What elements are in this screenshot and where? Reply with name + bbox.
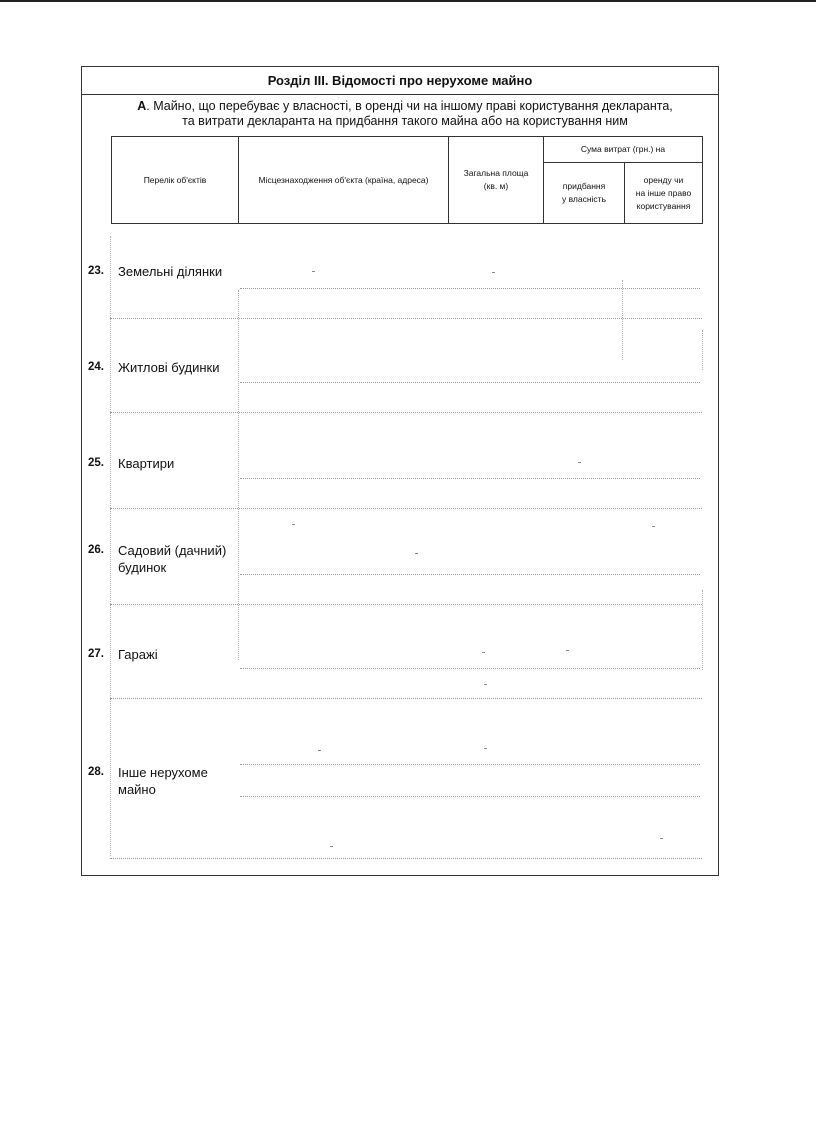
row-separator: [240, 668, 700, 669]
row-separator: [240, 478, 700, 479]
row-separator: [240, 796, 700, 797]
column-separator: [702, 590, 703, 670]
row-separator: [110, 698, 702, 699]
row-label-other-property: [118, 764, 208, 798]
scan-speck: [484, 748, 487, 749]
row-label-line-2: будинок: [118, 560, 167, 575]
row-label-land: Земельні ділянки: [118, 264, 223, 279]
subtitle-letter: А: [137, 99, 147, 113]
table-header: [111, 136, 703, 224]
row-separator: [110, 412, 702, 413]
header-location: Місцезнаходження об'єкта (країна, адреса): [239, 137, 449, 223]
row-separator: [240, 382, 700, 383]
header-expenses: Сума витрат (грн.) на: [544, 137, 702, 163]
subtitle-line-2: та витрати декларанта на придбання такого майна або на користування ним: [182, 114, 628, 128]
row-number: 27.: [88, 648, 104, 660]
scan-speck: [484, 684, 487, 685]
row-number: 24.: [88, 361, 104, 373]
scan-speck: [318, 750, 321, 751]
header-rent-line-3: користування: [636, 200, 691, 211]
scan-speck: [482, 652, 485, 653]
header-purchase-line-1: придбання: [562, 181, 606, 191]
row-separator: [110, 508, 702, 509]
header-area-line-2: (кв. м): [483, 181, 509, 191]
section-frame: [81, 66, 719, 876]
header-objects: Перелік об'єктів: [112, 137, 239, 223]
column-separator: [238, 290, 239, 660]
scan-speck: [652, 526, 655, 527]
row-label-garden-house: [118, 542, 226, 576]
row-label-houses: Житлові будинки: [118, 360, 220, 375]
row-separator: [110, 858, 702, 859]
row-label-line-1: Інше нерухоме: [118, 765, 208, 780]
row-number: 26.: [88, 544, 104, 556]
scan-speck: [578, 462, 581, 463]
header-area-line-1: Загальна площа: [463, 168, 529, 178]
scan-speck: [292, 524, 295, 525]
header-rent-line-1: оренду чи: [643, 174, 684, 185]
row-separator: [240, 764, 700, 765]
subtitle-line-1: . Майно, що перебуває у власності, в оренді чи на іншому праві користування декларанта,: [146, 99, 673, 113]
row-separator: [240, 288, 700, 289]
row-separator: [240, 574, 700, 575]
row-label-line-1: Садовий (дачний): [118, 543, 227, 558]
header-area: [449, 137, 544, 223]
row-label-apartments: Квартири: [118, 456, 175, 471]
header-purchase-line-2: у власність: [561, 194, 607, 204]
scan-speck: [660, 838, 663, 839]
row-number: 25.: [88, 457, 104, 469]
page-top-rule: [0, 0, 816, 2]
column-separator: [622, 280, 623, 360]
header-rent-line-2: на інше право: [635, 187, 692, 198]
section-subtitle: [102, 99, 708, 129]
row-label-garages: Гаражі: [118, 647, 158, 662]
scan-speck: [492, 272, 495, 273]
column-separator: [110, 236, 111, 856]
scan-speck: [330, 846, 333, 847]
column-separator: [702, 330, 703, 370]
row-separator: [110, 318, 702, 319]
scan-speck: [312, 271, 315, 272]
section-title: Розділ ІІІ. Відомості про нерухоме майно: [82, 67, 718, 95]
scan-speck: [415, 553, 418, 554]
scan-speck: [566, 650, 569, 651]
row-number: 28.: [88, 766, 104, 778]
header-rent: [625, 163, 702, 223]
row-number: 23.: [88, 265, 104, 277]
row-label-line-2: майно: [118, 782, 156, 797]
header-purchase: [544, 163, 625, 223]
row-separator: [110, 604, 702, 605]
